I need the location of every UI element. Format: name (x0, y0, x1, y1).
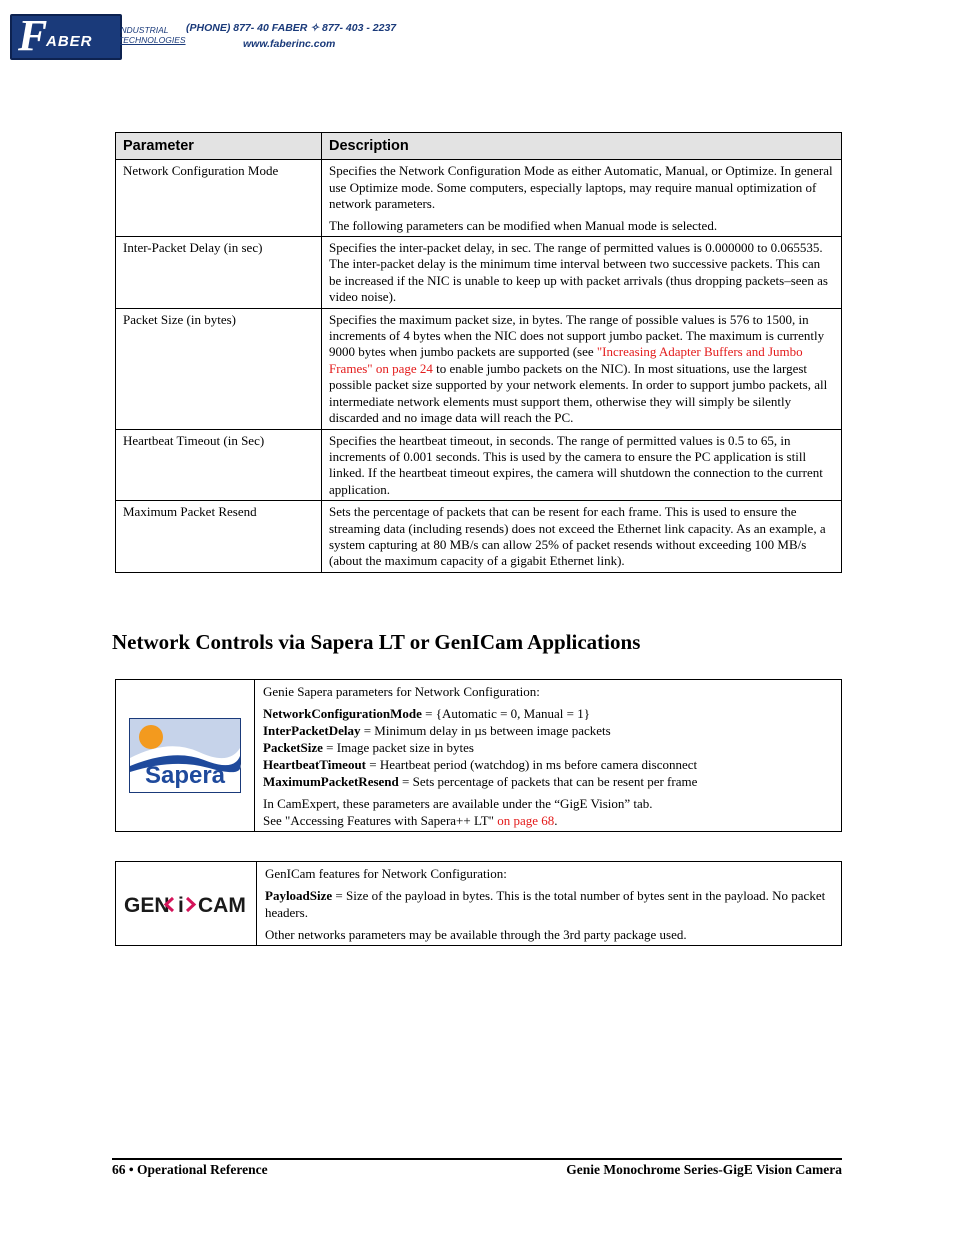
description-text: Specifies the heartbeat timeout, in seconds. The range of permitted values is 0.5 to 65, in increments of 0.001 seconds. This is used by the camera to ensure the PC application is still linked. If the heartbeat timeout expires, the camera will shutdown the connection to the current application. (329, 432, 823, 497)
table-row (116, 160, 842, 237)
sapera-link-page[interactable]: on page 68 (493, 813, 555, 828)
column-header-description: Description (322, 133, 842, 160)
sapera-description-cell (255, 680, 842, 832)
description-cell (322, 429, 842, 501)
genicam-logo-cam: CAM (198, 893, 246, 917)
logo-sub-line2: TECHNOLOGIES (118, 35, 186, 45)
parameter-table (115, 132, 842, 573)
feature-name: PacketSize (263, 740, 323, 755)
description-text-pre: Specifies the maximum packet size, in bytes. The range of possible values is 576 to 1500, in increments of 4 bytes when the NIC does not support jumbo packet. The maximum is currently 9000 bytes when jumbo packets are supported (see (329, 311, 825, 360)
description-cell (322, 237, 842, 309)
description-text: Specifies the Network Configuration Mode as either Automatic, Manual, or Optimize. In general use Optimize mode. Some computers, especially laptops, may require manual optimization of network parameters. (329, 163, 833, 212)
sapera-logo-text: Sapera (144, 762, 226, 789)
table-row (116, 237, 842, 309)
genicam-logo-gen: GEN (124, 893, 170, 917)
parameter-cell: Heartbeat Timeout (in Sec) (116, 429, 322, 501)
section-title: Network Controls via Sapera LT or GenICam Applications (112, 630, 641, 654)
parameter-cell: Network Configuration Mode (116, 160, 322, 237)
description-cell (322, 501, 842, 573)
logo-sub-line1: INDUSTRIAL (118, 25, 169, 35)
description-text-post: to enable jumbo packets on the NIC). In most situations, use the largest possible packet size supported by your network elements. In order to support jumbo packets, all intermediate network elements must support them, otherwise they will simply be silently discarded and no image data will reach the PC. (329, 360, 828, 426)
logo-word: ABER (46, 33, 93, 50)
genicam-features-box (115, 861, 842, 946)
table-row (116, 501, 842, 573)
sapera-note (263, 795, 833, 829)
description-text (329, 312, 834, 427)
description-text: Sets the percentage of packets that can be resent for each frame. This is used to ensure the streaming data (including resends) does not exceed the Ethernet link capacity. As an example, a system capturing at 80 MB/s can allow 25% of packet resends without exceeding 100 MB/s (about the maximum capacity of a gigabit Ethernet link). (329, 504, 826, 569)
sapera-link-title[interactable]: "Accessing Features with Sapera++ LT" (285, 813, 494, 828)
parameter-cell: Inter-Packet Delay (in sec) (116, 237, 322, 309)
contact-phone: (PHONE) 877- 40 FABER ✧ 877- 403 - 2237 (186, 22, 397, 34)
genicam-logo-i: i (178, 893, 184, 917)
feature-text: = Sets percentage of packets that can be resent per frame (398, 774, 698, 789)
genicam-box-row (116, 862, 842, 946)
feature-text: = Minimum delay in µs between image packets (360, 723, 611, 738)
sapera-logo-cell (116, 680, 255, 832)
feature-text: = Image packet size in bytes (322, 740, 474, 755)
sapera-logo (129, 718, 241, 793)
feature-name: PayloadSize (265, 888, 333, 903)
sapera-intro: Genie Sapera parameters for Network Configuration: (263, 684, 540, 699)
description-text: Specifies the inter-packet delay, in sec. The range of permitted values is 0.000000 to 0.065535. The inter-packet delay is the minimum time interval between two successive packets. This can be increased if the NIC is unable to keep up with packet arrivals (thus dropping packets–seen as video noise). (329, 240, 828, 305)
parameter-cell: Maximum Packet Resend (116, 501, 322, 573)
column-header-parameter: Parameter (116, 133, 322, 160)
genicam-feature (265, 887, 833, 921)
page-link[interactable]: "Increasing Adapter Buffers and Jumbo Frames" on page 24 (329, 344, 803, 376)
feature-text: = Heartbeat period (watchdog) in ms before camera disconnect (366, 757, 698, 772)
genicam-chevron-right-icon (187, 898, 194, 911)
feature-text: = Size of the payload in bytes. This is the total number of bytes sent in the payload. No packet headers. (265, 888, 826, 920)
genicam-intro: GenICam features for Network Configuration: (265, 866, 507, 881)
sapera-parameters-box (115, 679, 842, 832)
faber-logo (10, 11, 122, 60)
footer-document-title: Genie Monochrome Series-GigE Vision Camera (566, 1162, 842, 1177)
description-cell (322, 160, 842, 237)
parameter-cell: Packet Size (in bytes) (116, 308, 322, 429)
sapera-note-end: . (554, 813, 558, 828)
feature-name: HeartbeatTimeout (263, 757, 367, 772)
table-header-row (116, 133, 842, 160)
genicam-logo (116, 889, 256, 919)
letterhead (8, 11, 397, 60)
feature-name: InterPacketDelay (263, 723, 361, 738)
footer-rule (112, 1158, 842, 1160)
genicam-description-cell (257, 862, 842, 946)
logo-subtitle (118, 25, 186, 45)
description-cell (322, 308, 842, 429)
contact-website[interactable]: www.faberinc.com (243, 38, 336, 50)
feature-name: NetworkConfigurationMode (263, 706, 422, 721)
genicam-note: Other networks parameters may be available through the 3rd party package used. (265, 927, 687, 942)
description-text: The following parameters can be modified when Manual mode is selected. (329, 217, 718, 233)
logo-initial: F (18, 11, 48, 60)
sapera-note-see: See (263, 813, 286, 828)
sapera-box-row (116, 680, 842, 832)
sapera-note-line1: In CamExpert, these parameters are available under the “GigE Vision” tab. (263, 796, 653, 811)
feature-text: = {Automatic = 0, Manual = 1} (421, 706, 590, 721)
feature-name: MaximumPacketResend (263, 774, 399, 789)
footer-page-info: 66 • Operational Reference (112, 1162, 268, 1177)
sapera-parameter-list (263, 705, 833, 790)
table-row (116, 308, 842, 429)
table-row (116, 429, 842, 501)
genicam-logo-cell (116, 862, 257, 946)
